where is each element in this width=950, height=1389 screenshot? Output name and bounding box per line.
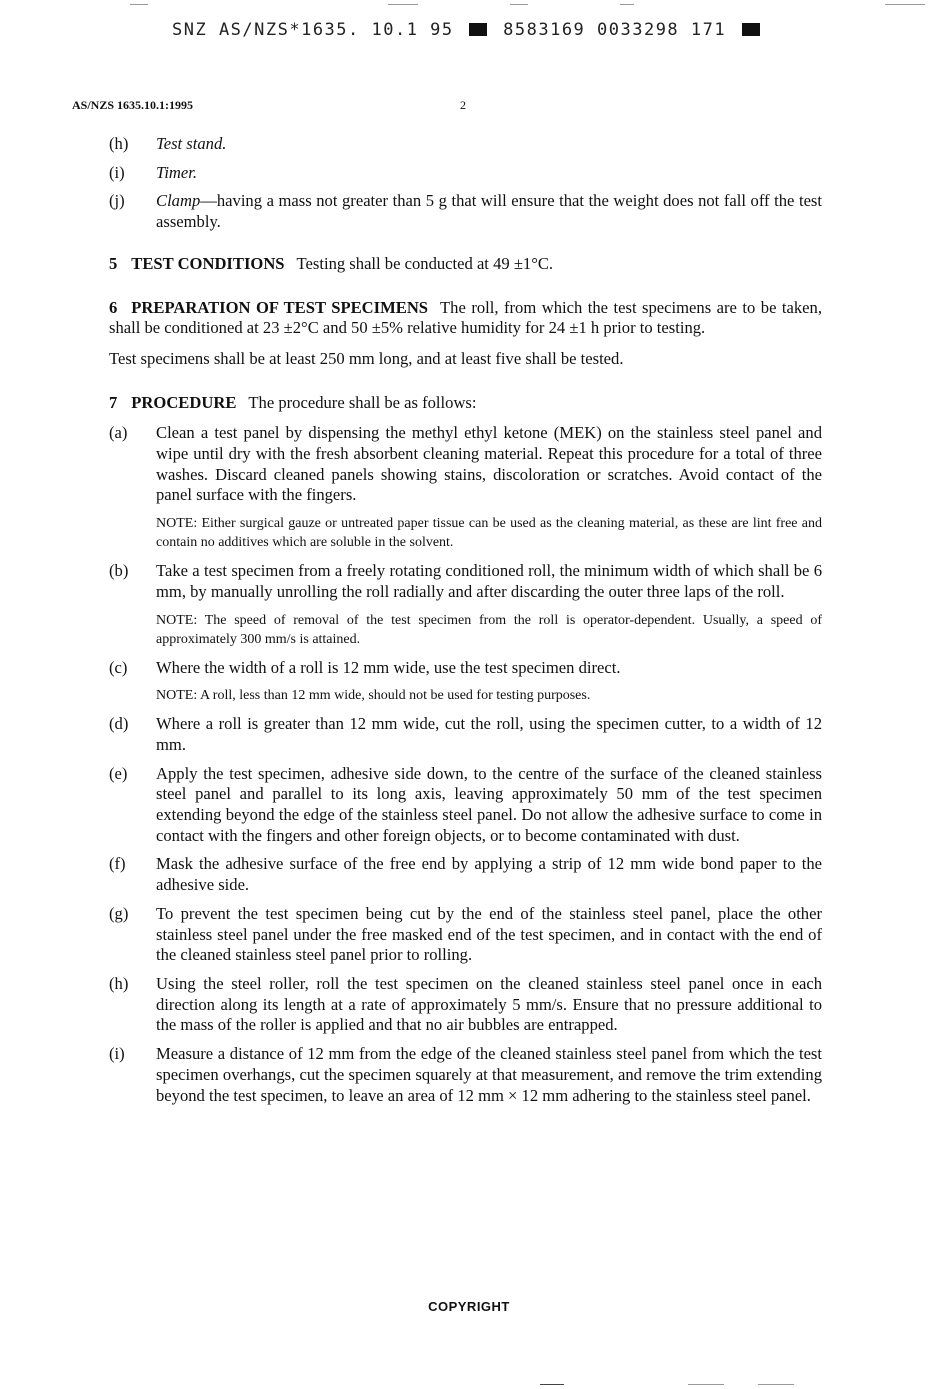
procedure-step — [109, 974, 822, 1036]
section-title: PREPARATION OF TEST SPECIMENS — [131, 297, 429, 317]
item-label: (h) — [109, 134, 129, 153]
item-name: Clamp — [156, 191, 201, 211]
step-text: Take a test specimen from a freely rotating conditioned roll, the minimum width of which shall be 6 mm, by manually unrolling the roll radially and after discarding the outer three laps of the roll. — [156, 561, 822, 601]
step-text: To prevent the test specimen being cut by the end of the stainless steel panel, place the other stainless steel panel under the free masked end of the test specimen, and in contact with the end of the cleaned stainless steel panel prior to rolling. — [156, 903, 822, 965]
step-text: Where a roll is greater than 12 mm wide, cut the roll, using the specimen cutter, to a width of 12 mm. — [156, 714, 822, 754]
procedure-step — [109, 764, 822, 847]
section-paragraph: Test specimens shall be at least 250 mm long, and at least five shall be tested. — [109, 348, 624, 368]
procedure-step — [109, 423, 822, 506]
scan-mark — [388, 4, 418, 5]
section-title: TEST CONDITIONS — [131, 253, 285, 273]
section-procedure — [109, 393, 822, 414]
procedure-step — [109, 561, 822, 602]
step-note: NOTE: A roll, less than 12 mm wide, should not be used for testing purposes. — [156, 688, 591, 704]
section-preparation — [109, 298, 822, 339]
scan-mark — [540, 1384, 564, 1385]
step-label: (f) — [109, 854, 126, 874]
step-label: (e) — [109, 763, 128, 783]
step-label: (d) — [109, 714, 129, 734]
step-label: (a) — [109, 423, 128, 443]
scan-mark — [510, 4, 528, 5]
step-text: Where the width of a roll is 12 mm wide, use the test specimen direct. — [156, 657, 621, 677]
section-number: 7 — [109, 392, 118, 412]
page-number: 2 — [460, 98, 466, 112]
step-text: Apply the test specimen, adhesive side down, to the centre of the surface of the cleaned stainless steel panel and parallel to its long axis, leaving approximately 50 mm of the test specimen extending beyond the edge of the stainless steel panel. Do not allow the adhesive surface to come in contact with the fingers and other foreign objects, or to become contaminated with dust. — [156, 763, 822, 845]
item-label: (i) — [109, 162, 125, 182]
scan-mark — [688, 1384, 724, 1385]
section-text: The roll, from which the test specimens are to be taken, shall be conditioned at 23 ±2°C and 50 ±5% relative humidity for 24 ±1 h prior to testing. — [109, 297, 822, 338]
scan-block-mark — [469, 23, 487, 36]
section-text: The procedure shall be as follows: — [248, 392, 477, 412]
step-label: (i) — [109, 1044, 125, 1064]
step-text: Clean a test panel by dispensing the methyl ethyl ketone (MEK) on the stainless steel panel and wipe until dry with the fresh absorbent cleaning material. Repeat this procedure for a total of three washes. Discard cleaned panels showing stains, discoloration or scratches. Avoid contact of the panel surface with the fingers. — [156, 423, 822, 505]
copyright-footer: COPYRIGHT — [428, 1299, 510, 1314]
scan-mark — [130, 4, 148, 5]
step-label: (b) — [109, 561, 129, 581]
scan-header-left: SNZ AS/NZS*1635. 10.1 95 — [172, 20, 454, 40]
step-text: Measure a distance of 12 mm from the edge of the cleaned stainless steel panel from which the test specimen overhangs, cut the specimen squarely at that measurement, and remove the trim extending beyond the test specimen, to leave an area of 12 mm × 12 mm adhering to the stainless steel panel. — [156, 1044, 822, 1105]
apparatus-item — [109, 134, 822, 155]
section-number: 5 — [109, 253, 118, 273]
scan-mark — [885, 4, 925, 5]
scan-mark — [758, 1384, 794, 1385]
apparatus-item — [109, 191, 822, 232]
procedure-step — [109, 1044, 822, 1106]
step-label: (h) — [109, 973, 129, 993]
scan-header — [172, 20, 764, 40]
item-name: Test stand. — [156, 134, 227, 153]
item-text: —having a mass not greater than 5 g that will ensure that the weight does not fall off the test assembly. — [156, 191, 822, 232]
apparatus-item — [109, 163, 822, 184]
procedure-step — [109, 904, 822, 966]
section-number: 6 — [109, 297, 118, 317]
scan-mark — [620, 4, 634, 5]
document-body — [109, 134, 822, 1114]
item-name: Timer. — [156, 162, 198, 182]
step-note: NOTE: The speed of removal of the test specimen from the roll is operator-dependent. Usually, a speed of approximately 300 mm/s is attained. — [156, 612, 822, 647]
item-label: (j) — [109, 191, 125, 211]
step-text: Mask the adhesive surface of the free end by applying a strip of 12 mm wide bond paper to the adhesive side. — [156, 854, 822, 895]
procedure-step — [109, 714, 822, 755]
procedure-step — [109, 854, 822, 895]
section-text: Testing shall be conducted at 49 ±1°C. — [296, 253, 554, 273]
scan-block-mark — [742, 23, 760, 36]
step-label: (c) — [109, 657, 128, 677]
scan-header-right: 8583169 0033298 171 — [503, 20, 727, 40]
section-test-conditions — [109, 254, 822, 275]
step-note: NOTE: Either surgical gauze or untreated paper tissue can be used as the cleaning material, as these are lint free and contain no additives which are soluble in the solvent. — [156, 516, 822, 551]
section-title: PROCEDURE — [131, 392, 237, 412]
step-text: Using the steel roller, roll the test specimen on the cleaned stainless steel panel once in each direction along its length at a rate of approximately 5 mm/s. Ensure that no pressure additional to the mass of the roller is applied and that no air bubbles are entrapped. — [156, 973, 822, 1035]
step-label: (g) — [109, 903, 129, 923]
procedure-step — [109, 658, 822, 679]
standard-designation: AS/NZS 1635.10.1:1995 — [72, 98, 194, 112]
